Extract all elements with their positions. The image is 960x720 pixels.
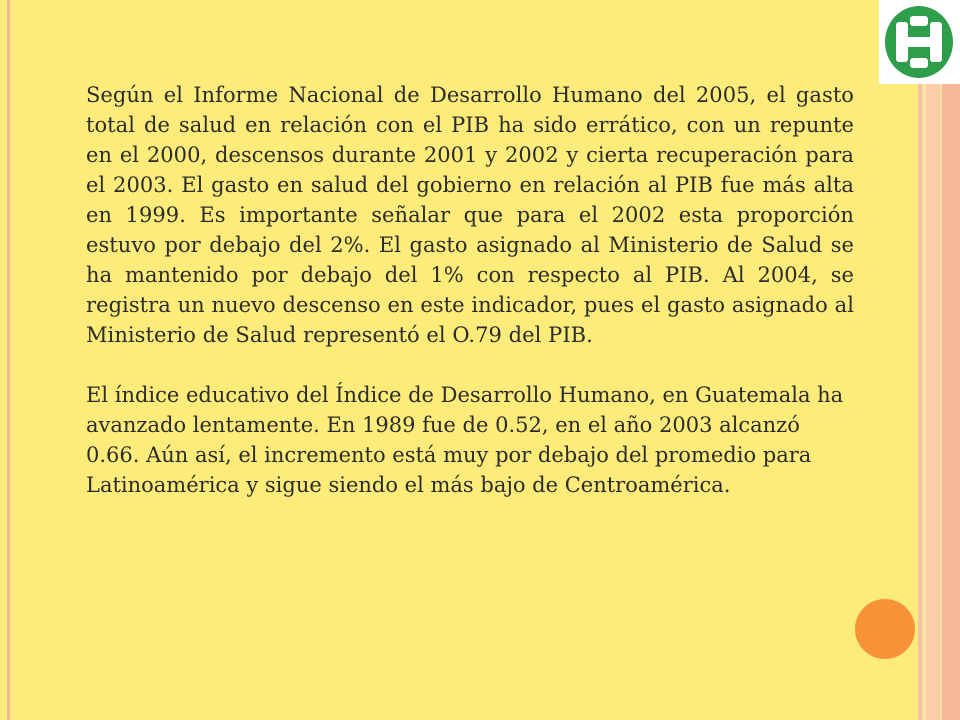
paragraph-health-spending: Según el Informe Nacional de Desarrollo Humano del 2005, el gasto total de salud en relación con el PIB ha sido errático, con un repunte en el 2000, descensos durante 2001 y 2002 y cierta recuperación para el 2003. El gasto en salud del gobierno en relación al PIB fue más alta en 1999. Es importante señalar que para el 2002 esta proporción estuvo por debajo del 2%. El gasto asignado al Ministerio de Salud se ha mantenido por debajo del 1% con respecto al PIB. Al 2004, se registra un nuevo descenso en este indicador, pues el gasto asignado al Ministerio de Salud representó el O.79 del PIB. (86, 83, 854, 347)
left-decorative-stripe (7, 0, 10, 720)
institution-logo-icon (879, 0, 960, 84)
right-decorative-band (918, 0, 960, 720)
paragraph-education-index: El índice educativo del Índice de Desarrollo Humano, en Guatemala ha avanzado lentamente. En 1989 fue de 0.52, en el año 2003 alcanzó 0.66. Aún así, el incremento está muy por debajo del promedio para Latinoamérica y sigue siendo el más bajo de Centroamérica. (86, 383, 844, 497)
orange-circle-decoration-icon (855, 599, 915, 659)
slide-body-text (86, 80, 854, 500)
logo-icon (883, 4, 955, 80)
